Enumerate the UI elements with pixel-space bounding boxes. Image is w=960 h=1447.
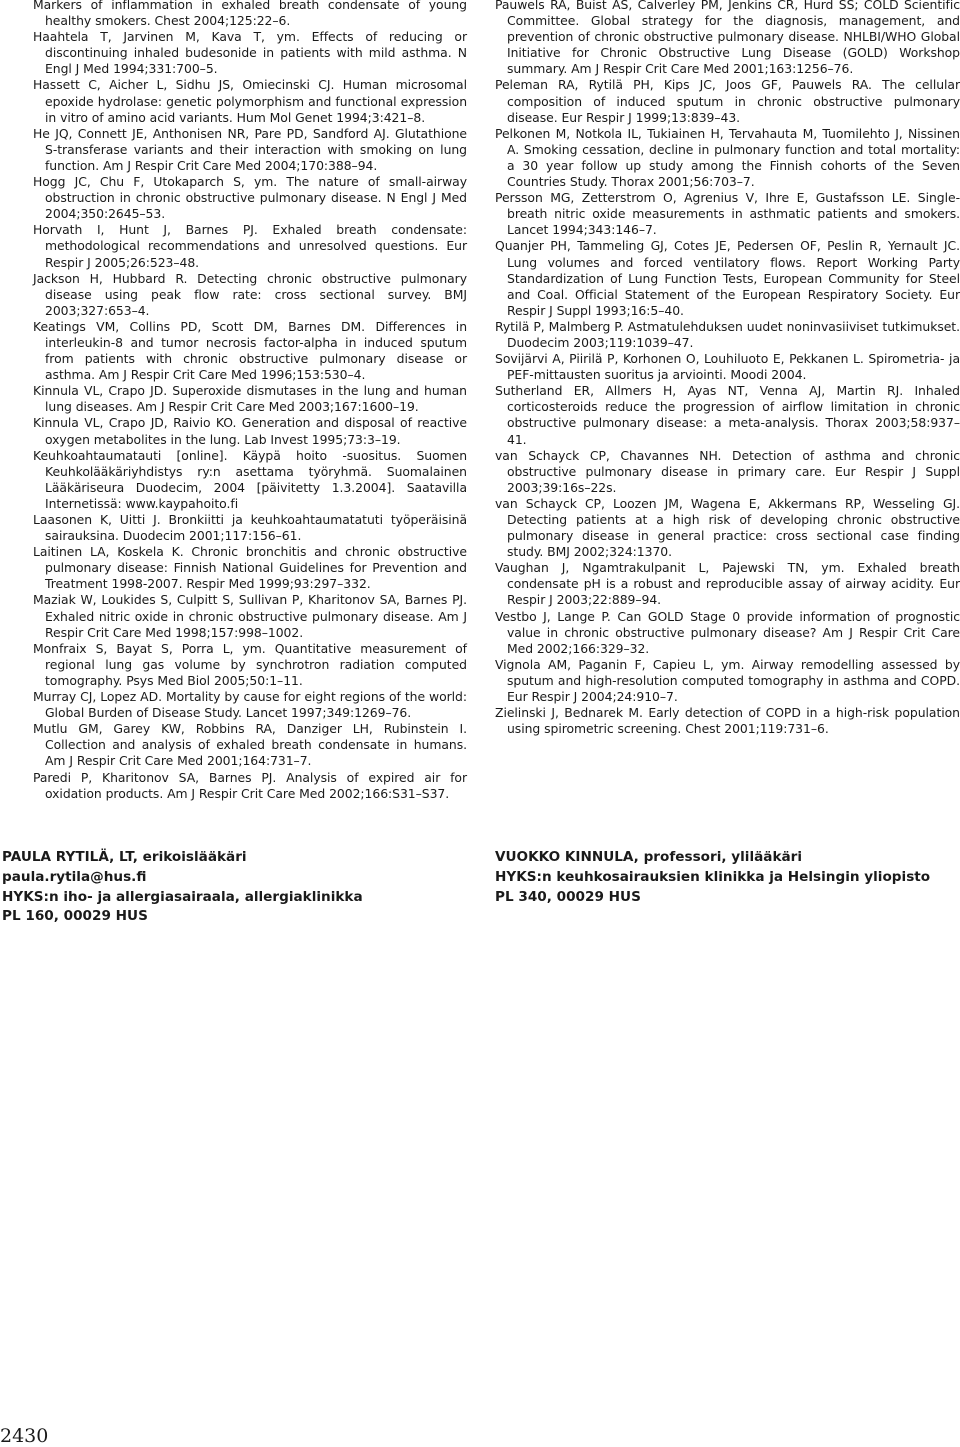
reference-entry: van Schayck CP, Chavannes NH. Detection of asthma and chronic obstructive pulmonary disease in primary care. Eur Respir J Suppl 2003;39:16s–22s. [495, 447, 960, 495]
reference-entry: Kinnula VL, Crapo JD, Raivio KO. Generation and disposal of reactive oxygen metabolites in the lung. Lab Invest 1995;73:3–19. [33, 415, 467, 447]
reference-entry: Keuhkoahtaumatauti [online]. Käypä hoito -suositus. Suomen Keuhkolääkäriyhdistys ry:n asettama työryhmä. Suomalainen Lääkäriseura Duodecim, 2004 [päivitetty 1.3.2004]. Saatavilla Internetissä: www.kaypahoito.fi [33, 447, 467, 511]
author-block-kinnula [495, 848, 955, 907]
reference-entry: Horvath I, Hunt J, Barnes PJ. Exhaled breath condensate: methodological recommendations and unresolved questions. Eur Respir J 2005;26:523–48. [33, 222, 467, 270]
reference-entry: Sovijärvi A, Piirilä P, Korhonen O, Louhiluoto E, Pekkanen L. Spirometria- ja PEF-mittausten suoritus ja arviointi. Moodi 2004. [495, 351, 960, 383]
reference-entry: Rytilä P, Malmberg P. Astmatulehduksen uudet noninvasiiviset tutkimukset. Duodecim 2003;119:1039–47. [495, 318, 960, 350]
reference-entry: Sutherland ER, Allmers H, Ayas NT, Venna AJ, Martin RJ. Inhaled corticosteroids reduce the progression of airflow limitation in chronic obstructive pulmonary disease: a meta-analysis. Thorax 2003;58:937–41. [495, 383, 960, 447]
author-address: PL 340, 00029 HUS [495, 888, 641, 905]
author-affiliation: HYKS:n iho- ja allergiasairaala, allergiaklinikka [2, 888, 363, 905]
author-address: PL 160, 00029 HUS [2, 908, 148, 925]
page-number: 2430 [0, 1425, 49, 1447]
reference-entry: Mutlu GM, Garey KW, Robbins RA, Danziger LH, Rubinstein I. Collection and analysis of exhaled breath condensate in humans. Am J Respir Crit Care Med 2001;164:731–7. [33, 721, 467, 769]
reference-entry: Zielinski J, Bednarek M. Early detection of COPD in a high-risk population using spirometric screening. Chest 2001;119:731–6. [495, 705, 960, 737]
references-left-column [33, 0, 467, 802]
reference-entry: Hassett C, Aicher L, Sidhu JS, Omiecinski CJ. Human microsomal epoxide hydrolase: genetic polymorphism and functional expression in vitro of amino acid variants. Hum Mol Genet 1994;3:421–8. [33, 77, 467, 125]
reference-entry: Pauwels RA, Buist AS, Calverley PM, Jenkins CR, Hurd SS; COLD Scientific Committee. Global strategy for the diagnosis, management, and prevention of chronic obstructive pulmonary disease. NHLBI/WHO Global Initiative for Chronic Obstructive Lung Disease (GOLD) Workshop summary. Am J Respir Crit Care Med 2001;163:1256–76. [495, 0, 960, 77]
reference-entry: Laasonen K, Uitti J. Bronkiitti ja keuhkoahtaumatatuti työperäisinä sairauksina. Duodecim 2001;117:156–61. [33, 512, 467, 544]
reference-entry: Quanjer PH, Tammeling GJ, Cotes JE, Pedersen OF, Peslin R, Yernault JC. Lung volumes and forced ventilatory flows. Report Working Party Standardization of Lung Function Tests, European Community for Steel and Coal. Official Statement of the European Respiratory Society. Eur Respir J Suppl 1993;16:5–40. [495, 238, 960, 318]
reference-entry: Markers of inflammation in exhaled breath condensate of young healthy smokers. Chest 2004;125:22–6. [33, 0, 467, 29]
author-email: paula.rytila@hus.fi [2, 868, 147, 885]
reference-entry: Monfraix S, Bayat S, Porra L, ym. Quantitative measurement of regional lung gas volume by synchrotron radiation computed tomography. Psys Med Biol 2005;50:1–11. [33, 640, 467, 688]
author-name: PAULA RYTILÄ, LT, erikoislääkäri [2, 849, 247, 865]
reference-entry: Jackson H, Hubbard R. Detecting chronic obstructive pulmonary disease using peak flow rate: cross sectional survey. BMJ 2003;327:653–4. [33, 270, 467, 318]
reference-entry: van Schayck CP, Loozen JM, Wagena E, Akkermans RP, Wesseling GJ. Detecting patients at a high risk of developing chronic obstructive pulmonary disease in general practice: cross sectional case finding study. BMJ 2002;324:1370. [495, 495, 960, 560]
references-right-column [495, 0, 960, 737]
reference-entry: Pelkonen M, Notkola IL, Tukiainen H, Tervahauta M, Tuomilehto J, Nissinen A. Smoking cessation, decline in pulmonary function and total mortality: a 30 year follow up study among the Finnish cohorts of the Seven Countries Study. Thorax 2001;56:703–7. [495, 125, 960, 190]
reference-entry: Peleman RA, Rytilä PH, Kips JC, Joos GF, Pauwels RA. The cellular composition of induced sputum in chronic obstructive pulmonary disease. Eur Respir J 1999;13:839–43. [495, 77, 960, 125]
reference-entry: Haahtela T, Jarvinen M, Kava T, ym. Effects of reducing or discontinuing inhaled budesonide in patients with mild asthma. N Engl J Med 1994;331:700–5. [33, 29, 467, 77]
reference-entry: Vaughan J, Ngamtrakulpanit L, Pajewski TN, ym. Exhaled breath condensate pH is a robust and reproducible assay of airway acidity. Eur Respir J 2003;22:889–94. [495, 560, 960, 608]
reference-entry: Vignola AM, Paganin F, Capieu L, ym. Airway remodelling assessed by sputum and high-resolution computed tomography in asthma and COPD. Eur Respir J 2004;24:910–7. [495, 656, 960, 705]
reference-entry: Maziak W, Loukides S, Culpitt S, Sullivan P, Kharitonov SA, Barnes PJ. Exhaled nitric oxide in chronic obstructive pulmonary disease. Am J Respir Crit Care Med 1998;157:998–1002. [33, 592, 467, 640]
reference-entry: Laitinen LA, Koskela K. Chronic bronchitis and chronic obstructive pulmonary disease: Finnish National Guidelines for Prevention and Treatment 1998-2007. Respir Med 1999;93:297–332. [33, 544, 467, 592]
reference-entry: He JQ, Connett JE, Anthonisen NR, Pare PD, Sandford AJ. Glutathione S-transferase variants and their interaction with smoking on lung function. Am J Respir Crit Care Med 2004;170:388–94. [33, 125, 467, 173]
reference-entry: Persson MG, Zetterstrom O, Agrenius V, Ihre E, Gustafsson LE. Single-breath nitric oxide measurements in asthmatic patients and smokers. Lancet 1994;343:146–7. [495, 190, 960, 238]
reference-entry: Keatings VM, Collins PD, Scott DM, Barnes DM. Differences in interleukin-8 and tumor necrosis factor-alpha in induced sputum from patients with chronic obstructive pulmonary disease or asthma. Am J Respir Crit Care Med 1996;153:530–4. [33, 318, 467, 383]
reference-entry: Murray CJ, Lopez AD. Mortality by cause for eight regions of the world: Global Burden of Disease Study. Lancet 1997;349:1269–76. [33, 689, 467, 721]
reference-entry: Vestbo J, Lange P. Can GOLD Stage 0 provide information of prognostic value in chronic obstructive pulmonary disease? Am J Respir Crit Care Med 2002;166:329–32. [495, 608, 960, 656]
reference-entry: Paredi P, Kharitonov SA, Barnes PJ. Analysis of expired air for oxidation products. Am J Respir Crit Care Med 2002;166:S31–S37. [33, 769, 467, 801]
author-affiliation: HYKS:n keuhkosairauksien klinikka ja Helsingin yliopisto [495, 868, 931, 885]
reference-entry: Hogg JC, Chu F, Utokaparch S, ym. The nature of small-airway obstruction in chronic obstructive pulmonary disease. N Engl J Med 2004;350:2645–53. [33, 174, 467, 222]
reference-entry: Kinnula VL, Crapo JD. Superoxide dismutases in the lung and human lung diseases. Am J Respir Crit Care Med 2003;167:1600–19. [33, 383, 467, 415]
author-block-rytila [2, 848, 442, 927]
author-name: VUOKKO KINNULA, professori, ylilääkäri [495, 849, 803, 865]
